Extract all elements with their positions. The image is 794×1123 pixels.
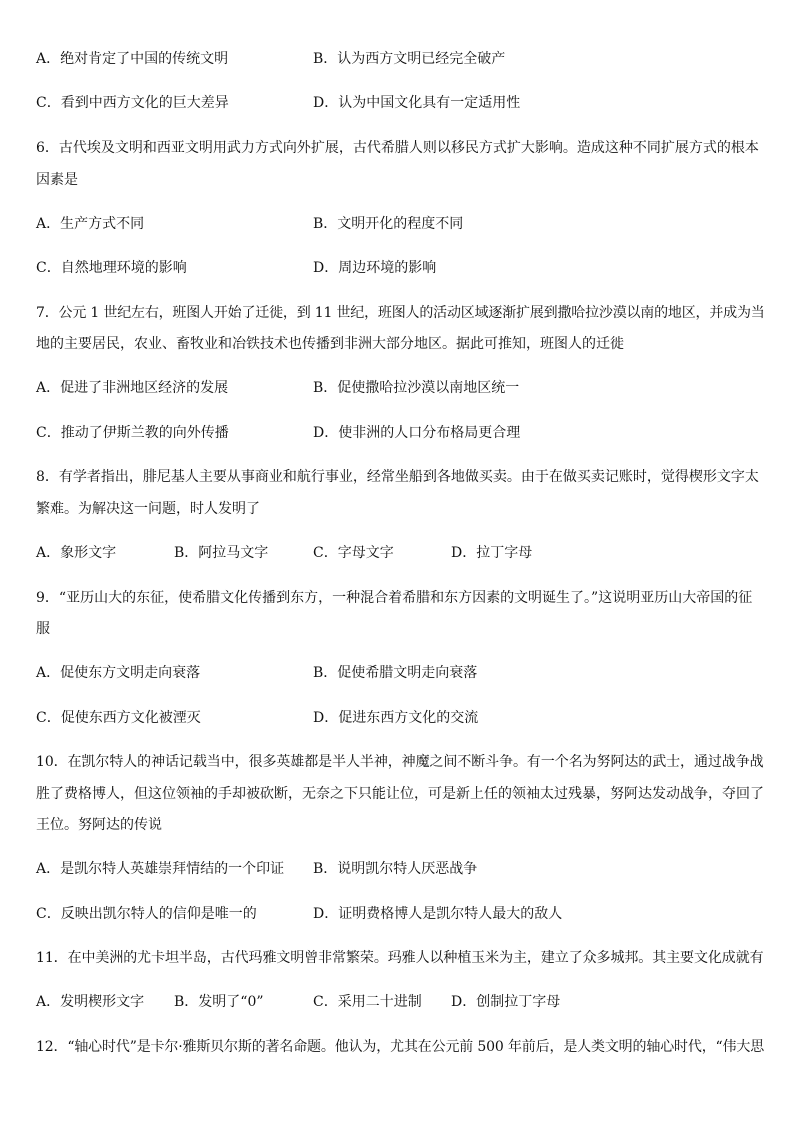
option-10a: A．是凯尔特人英雄崇拜情结的一个印证 <box>36 861 285 877</box>
option-10d: D．证明费格博人是凯尔特人最大的敌人 <box>313 906 563 922</box>
option-6a: A．生产方式不同 <box>36 216 145 232</box>
option-11a: A．发明楔形文字 <box>36 994 145 1010</box>
option-7d: D．使非洲的人口分布格局更合理 <box>313 425 521 441</box>
option-5a: A．绝对肯定了中国的传统文明 <box>36 51 229 67</box>
option-8b: B．阿拉马文字 <box>174 545 269 561</box>
question-8-stem-line-1: 8．有学者指出，腓尼基人主要从事商业和航行事业，经常坐船到各地做买卖。由于在做买卖记账时，觉得楔形文字太 <box>36 469 759 485</box>
question-10-stem-line-2: 胜了费格博人，但这位领袖的手却被砍断，无奈之下只能让位，可是新上任的领袖太过残暴，努阿达发动战争，夺回了 <box>36 786 764 802</box>
option-7c: C．推动了伊斯兰教的向外传播 <box>36 425 229 441</box>
option-8c: C．字母文字 <box>313 545 394 561</box>
option-5c: C．看到中西方文化的巨大差异 <box>36 95 229 111</box>
question-6-stem-line-1: 6．古代埃及文明和西亚文明用武力方式向外扩展，古代希腊人则以移民方式扩大影响。造成这种不同扩展方式的根本 <box>36 140 759 156</box>
option-9c: C．促使东西方文化被湮灭 <box>36 710 201 726</box>
question-6-stem-line-2: 因素是 <box>36 172 78 188</box>
option-8a: A．象形文字 <box>36 545 117 561</box>
question-10-stem-line-1: 10．在凯尔特人的神话记载当中，很多英雄都是半人半神，神魔之间不断斗争。有一个名为努阿达的武士，通过战争战 <box>36 754 764 770</box>
question-11-stem-line-1: 11．在中美洲的尤卡坦半岛，古代玛雅文明曾非常繁荣。玛雅人以种植玉米为主，建立了众多城邦。其主要文化成就有 <box>36 950 764 966</box>
option-10b: B．说明凯尔特人厌恶战争 <box>313 861 478 877</box>
question-9-stem-line-1: 9．“亚历山大的东征，使希腊文化传播到东方，一种混合着希腊和东方因素的文明诞生了。”这说明亚历山大帝国的征 <box>36 590 753 606</box>
option-11d: D．创制拉丁字母 <box>451 994 561 1010</box>
option-6d: D．周边环境的影响 <box>313 260 437 276</box>
question-12-stem-line-1: 12．“轴心时代”是卡尔·雅斯贝尔斯的著名命题。他认为，尤其在公元前 500 年前后，是人类文明的轴心时代，“伟大思 <box>36 1039 765 1055</box>
option-10c: C．反映出凯尔特人的信仰是唯一的 <box>36 906 257 922</box>
option-11c: C．采用二十进制 <box>313 994 422 1010</box>
option-7a: A．促进了非洲地区经济的发展 <box>36 380 229 396</box>
question-9-stem-line-2: 服 <box>36 621 50 637</box>
option-5b: B．认为西方文明已经完全破产 <box>313 51 506 67</box>
question-7-stem-line-2: 地的主要居民，农业、畜牧业和冶铁技术也传播到非洲大部分地区。据此可推知，班图人的迁徙 <box>36 336 624 352</box>
option-9a: A．促使东方文明走向衰落 <box>36 665 201 681</box>
option-6c: C．自然地理环境的影响 <box>36 260 187 276</box>
question-7-stem-line-1: 7．公元 1 世纪左右，班图人开始了迁徙，到 11 世纪，班图人的活动区域逐渐扩展到撒哈拉沙漠以南的地区，并成为当 <box>36 305 765 321</box>
question-10-stem-line-3: 王位。努阿达的传说 <box>36 817 162 833</box>
option-7b: B．促使撒哈拉沙漠以南地区统一 <box>313 380 520 396</box>
option-8d: D．拉丁字母 <box>451 545 533 561</box>
option-9b: B．促使希腊文明走向衰落 <box>313 665 478 681</box>
question-8-stem-line-2: 繁难。为解决这一问题，时人发明了 <box>36 501 260 517</box>
option-5d: D．认为中国文化具有一定适用性 <box>313 95 521 111</box>
option-11b: B．发明了“0” <box>174 994 264 1010</box>
option-9d: D．促进东西方文化的交流 <box>313 710 479 726</box>
option-6b: B．文明开化的程度不同 <box>313 216 464 232</box>
